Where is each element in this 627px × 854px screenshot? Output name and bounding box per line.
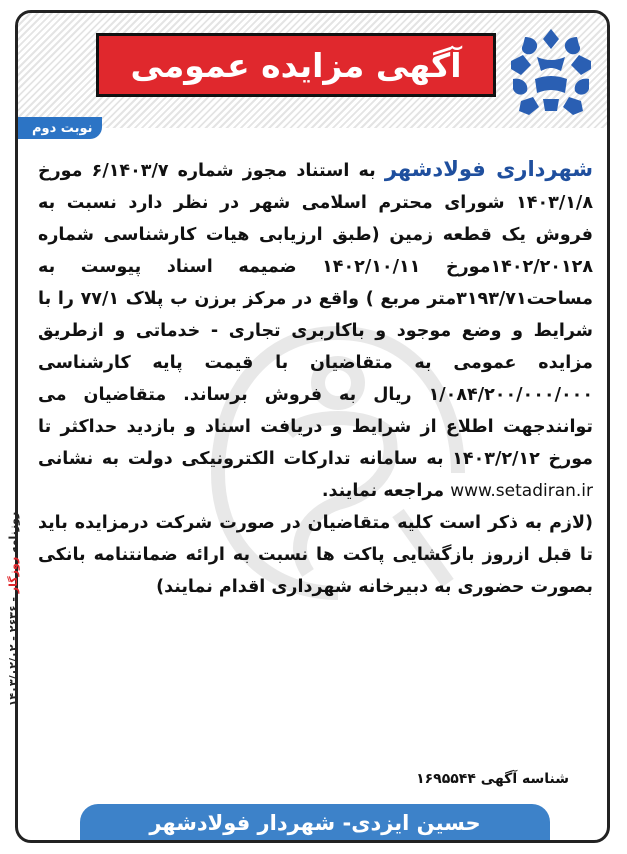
- municipality-logo-icon: [507, 27, 595, 119]
- newspaper-brand: روزگار: [7, 556, 20, 594]
- notice-title: آگهی مزایده عمومی: [130, 45, 462, 85]
- main-text: به استناد مجوز شماره ۶/۱۴۰۳/۷ مورخ ۱۴۰۳/۱/۸ شورای محترم اسلامی شهر در نظر دارد نسبت به فروش یک قطعه زمین (طبق ارزیابی هیات کارشناسی شماره ۱۴۰۲/۲۰۱۲۸مورخ ۱۴۰۲/۱۰/۱۱ ضمیمه اسناد پیوست به مساحت۳۱۹۳/۷۱متر مربع ) واقع در مرکز برزن ب پلاک ۷۷/۱ را با شرایط و وضع موجود و باکاربری تجاری - خدماتی و ازطریق مزایده عمومی به متقاضیان با قیمت پایه کارشناسی ۱/۰۸۴/۲۰۰/۰۰۰/۰۰۰ ریال به فروش برساند. متقاضیان می توانندجهت اطلاع از شرایط و دریافت اسناد و بازدید حداکثر تا مورخ ۱۴۰۳/۲/۱۲ به سامانه تدارکات الکترونیکی دولت به نشانی: [38, 161, 594, 469]
- note-paragraph: (لازم به ذکر است کلیه متقاضیان در صورت شرکت درمزایده باید تا قبل ازروز بازگشایی پاکت ها نسبت به ارائه ضمانتنامه بانکی بصورت حضوری به دبیرخانه شهرداری اقدام نمایند): [38, 513, 593, 597]
- ad-id: شناسه آگهی ۱۶۹۵۵۴۴: [416, 771, 569, 787]
- newspaper-side-label: [7, 509, 25, 709]
- refer-text: مراجعه نمایند.: [321, 481, 451, 501]
- side-issue: - ۲۶۳۶ - ۱۴۰۳/۰۲/۰۲: [7, 593, 20, 707]
- notice-frame: [15, 10, 610, 843]
- issue-badge: نوبت دوم: [18, 117, 102, 139]
- main-paragraph: [38, 153, 593, 507]
- title-banner: [96, 33, 496, 97]
- notice-body: [38, 153, 593, 603]
- municipality-name: شهرداری فولادشهر: [384, 157, 593, 181]
- signature-text: حسین ایزدی- شهردار فولادشهر: [149, 811, 481, 835]
- signature-banner: [80, 804, 550, 842]
- side-prefix: روزنامه: [7, 511, 20, 553]
- setadiran-url[interactable]: www.setadiran.ir: [450, 481, 593, 501]
